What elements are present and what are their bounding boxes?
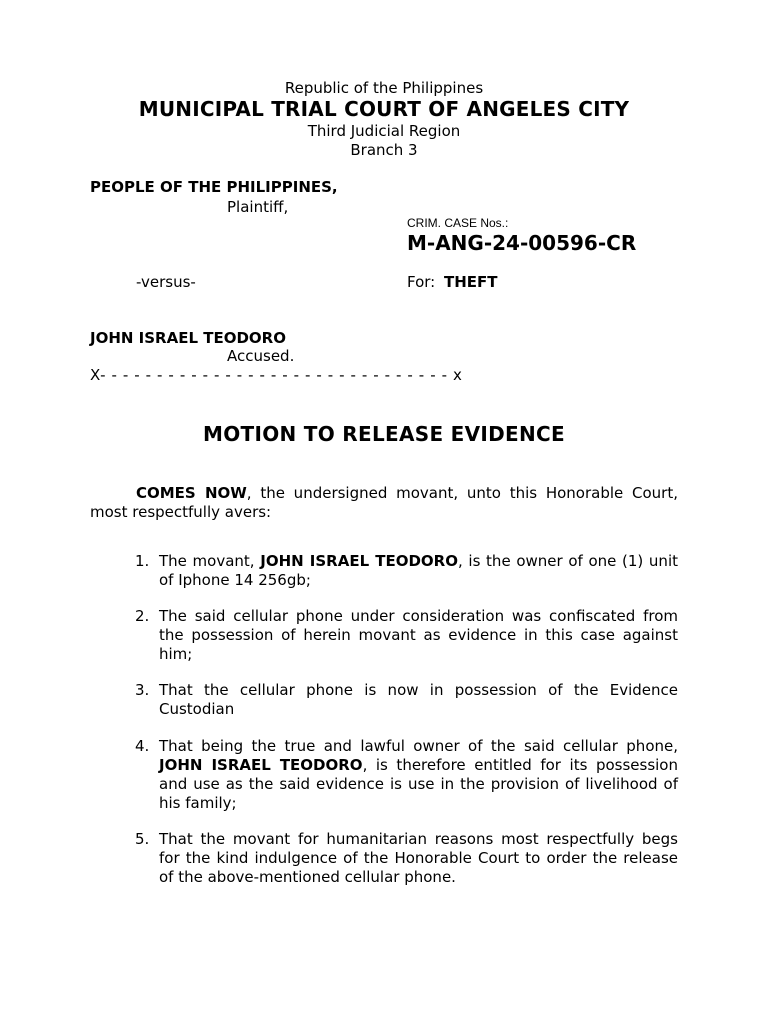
item-text-post: , is the owner of one (1) unit of Iphone 14 256gb; bbox=[159, 552, 678, 589]
item-text bbox=[159, 552, 678, 590]
item-text: The said cellular phone under consideration was confiscated from the possession of herein movant as evidence in this case against him; bbox=[159, 607, 678, 663]
item-text: That the cellular phone is now in possession of the Evidence Custodian bbox=[159, 681, 678, 718]
offense-name: THEFT bbox=[444, 273, 498, 291]
judicial-region: Third Judicial Region bbox=[307, 122, 461, 140]
separator-start: X- bbox=[90, 366, 107, 384]
intro-paragraph bbox=[90, 484, 678, 522]
motion-title: MOTION TO RELEASE EVIDENCE bbox=[203, 422, 565, 446]
republic-heading: Republic of the Philippines bbox=[284, 79, 484, 97]
case-number: M-ANG-24-00596-CR bbox=[407, 231, 637, 255]
item-number: 5. bbox=[135, 830, 150, 848]
list-item bbox=[135, 830, 678, 887]
item-text-bold: JOHN ISRAEL TEODORO bbox=[260, 552, 458, 570]
branch-number: Branch 3 bbox=[350, 141, 418, 159]
accused-name: JOHN ISRAEL TEODORO bbox=[90, 329, 286, 347]
versus-label: -versus- bbox=[136, 273, 196, 291]
list-item bbox=[135, 607, 678, 664]
court-name-heading: MUNICIPAL TRIAL COURT OF ANGELES CITY bbox=[138, 97, 630, 121]
item-text-pre: That being the true and lawful owner of the said cellular phone, bbox=[159, 737, 678, 755]
item-text bbox=[159, 737, 678, 813]
accused-role: Accused. bbox=[227, 347, 295, 365]
item-text-post: , is therefore entitled for its possession and use as the said evidence is use in the provision of livelihood of his family; bbox=[159, 756, 678, 812]
list-item bbox=[135, 737, 678, 813]
item-text-pre: The movant, bbox=[159, 552, 261, 570]
for-label: For: bbox=[407, 273, 436, 291]
item-text-bold: JOHN ISRAEL TEODORO bbox=[159, 756, 363, 774]
offense-line bbox=[407, 273, 498, 291]
intro-rest: , the undersigned movant, unto this Honorable Court, most respectfully avers: bbox=[90, 484, 678, 521]
list-item bbox=[135, 552, 678, 590]
item-number: 2. bbox=[135, 607, 150, 625]
plaintiff-name: PEOPLE OF THE PHILIPPINES, bbox=[90, 178, 338, 196]
plaintiff-role: Plaintiff, bbox=[227, 198, 289, 216]
separator-end: x bbox=[452, 366, 463, 384]
item-number: 3. bbox=[135, 681, 150, 699]
item-text: That the movant for humanitarian reasons most respectfully begs for the kind indulgence of the Honorable Court to order the release of the above-mentioned cellular phone. bbox=[159, 830, 678, 886]
item-number: 1. bbox=[135, 552, 150, 570]
item-number: 4. bbox=[135, 737, 150, 755]
crim-case-label: CRIM. CASE Nos.: bbox=[407, 216, 509, 230]
intro-bold: COMES NOW bbox=[136, 484, 247, 502]
caption-separator bbox=[90, 366, 462, 384]
list-item bbox=[135, 681, 678, 719]
separator-dashes: - - - - - - - - - - - - - - - - - - - - - - - - - - - - - - bbox=[111, 366, 448, 384]
